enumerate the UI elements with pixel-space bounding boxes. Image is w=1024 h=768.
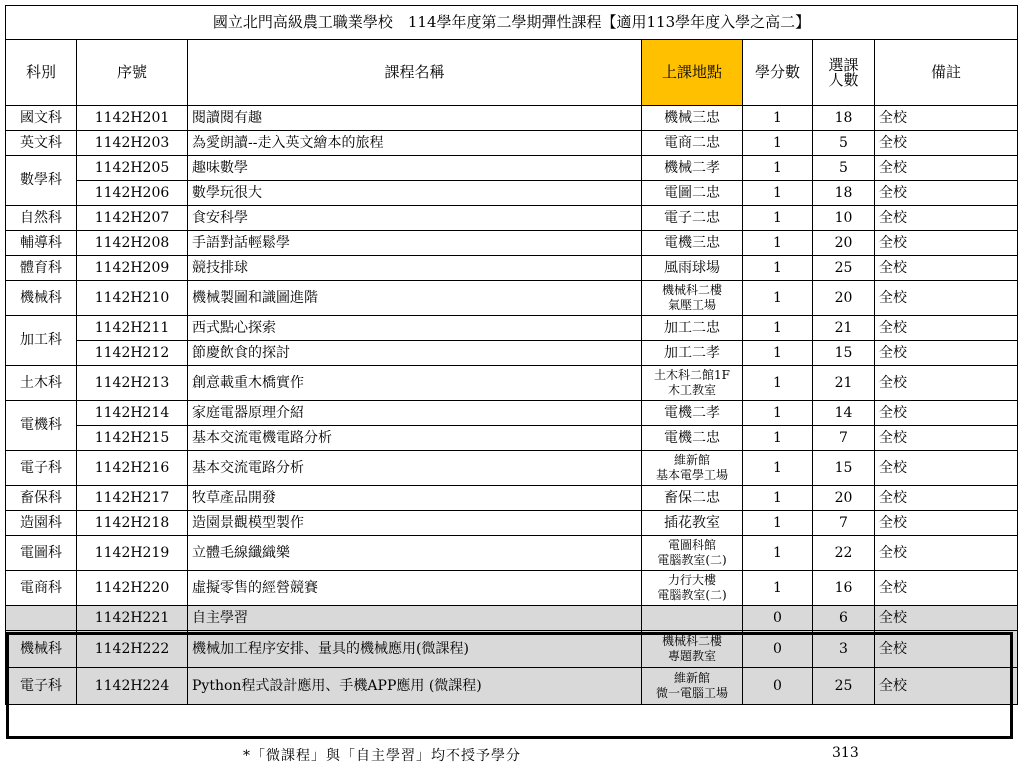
- enrollment-cell: 20: [813, 231, 875, 256]
- credits-cell: 1: [743, 486, 813, 511]
- credits-cell: 1: [743, 536, 813, 571]
- dept-cell: 畜保科: [6, 486, 77, 511]
- note-cell: 全校: [875, 316, 1018, 341]
- footnote: *「微課程」與「自主學習」均不授予學分: [243, 748, 521, 764]
- location-cell: [642, 366, 743, 401]
- enrollment-cell: 18: [813, 181, 875, 206]
- course-name: 競技排球: [188, 256, 642, 281]
- location-line: 電圖科館: [667, 538, 716, 552]
- note-cell: 全校: [875, 401, 1018, 426]
- note-cell: 全校: [875, 206, 1018, 231]
- course-name: 為愛朗讀--走入英文繪本的旅程: [188, 131, 642, 156]
- location-cell: [642, 451, 743, 486]
- dept-cell: 體育科: [6, 256, 77, 281]
- table-row: [6, 511, 1018, 536]
- credits-cell: 1: [743, 451, 813, 486]
- dept-cell: 電機科: [6, 401, 77, 451]
- note-cell: 全校: [875, 281, 1018, 316]
- enrollment-cell: 22: [813, 536, 875, 571]
- enrollment-cell: 21: [813, 316, 875, 341]
- course-name: 趣味數學: [188, 156, 642, 181]
- location-cell: [642, 106, 743, 131]
- course-code: 1142H208: [77, 231, 188, 256]
- table-row: [6, 156, 1018, 181]
- header-enrollment: [813, 40, 875, 106]
- credits-cell: 1: [743, 341, 813, 366]
- note-cell: 全校: [875, 571, 1018, 606]
- credits-cell: 1: [743, 156, 813, 181]
- course-name: 西式點心探索: [188, 316, 642, 341]
- course-code: 1142H221: [77, 606, 188, 631]
- dept-cell: 電商科: [6, 571, 77, 606]
- enrollment-cell: 15: [813, 341, 875, 366]
- course-code: 1142H213: [77, 366, 188, 401]
- location-line: 機械科二樓: [661, 283, 722, 297]
- course-name: 立體毛線纖織樂: [188, 536, 642, 571]
- header-note: 備註: [875, 40, 1018, 106]
- location-line: 基本電學工場: [655, 468, 728, 482]
- table-row: [6, 426, 1018, 451]
- note-cell: 全校: [875, 451, 1018, 486]
- course-code: 1142H214: [77, 401, 188, 426]
- course-name: 牧草產品開發: [188, 486, 642, 511]
- location-cell: [642, 281, 743, 316]
- location-line: 插花教室: [664, 514, 720, 531]
- note-cell: 全校: [875, 341, 1018, 366]
- course-name: 食安科學: [188, 206, 642, 231]
- course-code: 1142H211: [77, 316, 188, 341]
- credits-cell: 1: [743, 181, 813, 206]
- note-cell: 全校: [875, 606, 1018, 631]
- table-row: [6, 281, 1018, 316]
- course-name: 造園景觀模型製作: [188, 511, 642, 536]
- header-enrollment-line1: 選課: [828, 55, 859, 74]
- enrollment-cell: 18: [813, 106, 875, 131]
- location-cell: [642, 486, 743, 511]
- dept-cell: 電子科: [6, 451, 77, 486]
- location-line: 風雨球場: [664, 259, 720, 276]
- course-name: 家庭電器原理介紹: [188, 401, 642, 426]
- header-course-name: 課程名稱: [188, 40, 642, 106]
- location-line: 電機三忠: [664, 234, 720, 251]
- location-line: 電機二忠: [664, 429, 720, 446]
- note-cell: 全校: [875, 256, 1018, 281]
- table-row: [6, 256, 1018, 281]
- note-cell: 全校: [875, 366, 1018, 401]
- sheet-title: 國立北門高級農工職業學校 114學年度第二學期彈性課程【適用113學年度入學之高二】: [6, 6, 1018, 40]
- table-row: [6, 106, 1018, 131]
- credits-cell: 1: [743, 231, 813, 256]
- enrollment-total: 313: [832, 745, 859, 761]
- enrollment-cell: 15: [813, 451, 875, 486]
- course-code: 1142H209: [77, 256, 188, 281]
- location-cell: [642, 571, 743, 606]
- course-code: 1142H216: [77, 451, 188, 486]
- enrollment-cell: 20: [813, 486, 875, 511]
- course-name: 創意載重木橋實作: [188, 366, 642, 401]
- credits-cell: 1: [743, 256, 813, 281]
- enrollment-cell: 7: [813, 511, 875, 536]
- enrollment-cell: 7: [813, 426, 875, 451]
- location-line: 木工教室: [667, 383, 716, 397]
- location-line: 電圖二忠: [664, 184, 720, 201]
- dept-cell: 加工科: [6, 316, 77, 366]
- location-line: 電機二孝: [664, 404, 720, 421]
- dept-cell: 國文科: [6, 106, 77, 131]
- credits-cell: 0: [743, 631, 813, 668]
- credits-cell: 1: [743, 106, 813, 131]
- course-name: 節慶飲食的探討: [188, 341, 642, 366]
- enrollment-cell: 25: [813, 256, 875, 281]
- credits-cell: 1: [743, 366, 813, 401]
- location-cell: [642, 426, 743, 451]
- location-cell: [642, 156, 743, 181]
- header-location: 上課地點: [642, 40, 743, 106]
- location-cell: [642, 401, 743, 426]
- course-name: Python程式設計應用、手機APP應用 (微課程): [188, 668, 642, 705]
- enrollment-cell: 6: [813, 606, 875, 631]
- course-name: 機械加工程序安排、量具的機械應用(微課程): [188, 631, 642, 668]
- location-cell: [642, 536, 743, 571]
- dept-cell: 機械科: [6, 631, 77, 668]
- course-name: 數學玩很大: [188, 181, 642, 206]
- course-code: 1142H222: [77, 631, 188, 668]
- credits-cell: 1: [743, 401, 813, 426]
- note-cell: 全校: [875, 156, 1018, 181]
- course-code: 1142H219: [77, 536, 188, 571]
- enrollment-cell: 10: [813, 206, 875, 231]
- location-cell: [642, 606, 743, 631]
- location-cell: [642, 631, 743, 668]
- table-row: [6, 341, 1018, 366]
- note-cell: 全校: [875, 536, 1018, 571]
- course-code: 1142H224: [77, 668, 188, 705]
- location-cell: [642, 341, 743, 366]
- note-cell: 全校: [875, 106, 1018, 131]
- course-table: [5, 5, 1018, 705]
- header-credits: 學分數: [743, 40, 813, 106]
- location-cell: [642, 131, 743, 156]
- course-code: 1142H218: [77, 511, 188, 536]
- table-row: [6, 231, 1018, 256]
- credits-cell: 0: [743, 668, 813, 705]
- course-name: 閱讀閱有趣: [188, 106, 642, 131]
- table-row: [6, 486, 1018, 511]
- location-cell: [642, 231, 743, 256]
- location-line: 氣壓工場: [667, 298, 716, 312]
- location-line: 力行大樓: [667, 573, 716, 587]
- course-code: 1142H206: [77, 181, 188, 206]
- credits-cell: 1: [743, 281, 813, 316]
- credits-cell: 0: [743, 606, 813, 631]
- location-line: 電腦教室(二): [657, 553, 727, 567]
- enrollment-cell: 21: [813, 366, 875, 401]
- course-code: 1142H205: [77, 156, 188, 181]
- enrollment-cell: 16: [813, 571, 875, 606]
- course-code: 1142H220: [77, 571, 188, 606]
- location-line: 機械科二樓: [661, 634, 722, 648]
- course-code: 1142H215: [77, 426, 188, 451]
- course-code: 1142H203: [77, 131, 188, 156]
- table-row: [6, 131, 1018, 156]
- location-cell: [642, 181, 743, 206]
- header-code: 序號: [77, 40, 188, 106]
- dept-cell: 自然科: [6, 206, 77, 231]
- course-code: 1142H201: [77, 106, 188, 131]
- location-line: 電商二忠: [664, 134, 720, 151]
- table-row: [6, 401, 1018, 426]
- course-name: 自主學習: [188, 606, 642, 631]
- enrollment-cell: 25: [813, 668, 875, 705]
- location-line: 機械二孝: [664, 159, 720, 176]
- note-cell: 全校: [875, 131, 1018, 156]
- course-name: 虛擬零售的經營競賽: [188, 571, 642, 606]
- credits-cell: 1: [743, 511, 813, 536]
- table-row: [6, 181, 1018, 206]
- location-line: 加工二孝: [664, 344, 720, 361]
- credits-cell: 1: [743, 316, 813, 341]
- table-row: [6, 451, 1018, 486]
- dept-cell: 電子科: [6, 668, 77, 705]
- dept-cell: 造園科: [6, 511, 77, 536]
- course-name: 基本交流電機電路分析: [188, 426, 642, 451]
- dept-cell: 輔導科: [6, 231, 77, 256]
- credits-cell: 1: [743, 571, 813, 606]
- table-row: [6, 206, 1018, 231]
- location-line: 機械三忠: [664, 109, 720, 126]
- location-line: 畜保二忠: [664, 489, 720, 506]
- location-line: 維新館: [673, 453, 710, 467]
- header-dept: 科別: [6, 40, 77, 106]
- header-enrollment-line2: 人數: [828, 70, 859, 89]
- table-row: [6, 631, 1018, 668]
- dept-cell: 電圖科: [6, 536, 77, 571]
- location-line: 土木科二館1F: [654, 368, 730, 382]
- dept-cell: 機械科: [6, 281, 77, 316]
- table-row: [6, 571, 1018, 606]
- table-row: [6, 668, 1018, 705]
- note-cell: 全校: [875, 426, 1018, 451]
- dept-cell: 數學科: [6, 156, 77, 206]
- note-cell: 全校: [875, 231, 1018, 256]
- note-cell: 全校: [875, 181, 1018, 206]
- table-row: [6, 606, 1018, 631]
- header-row: [6, 40, 1018, 106]
- dept-cell: 土木科: [6, 366, 77, 401]
- enrollment-cell: 14: [813, 401, 875, 426]
- course-name: 基本交流電路分析: [188, 451, 642, 486]
- location-line: 加工二忠: [664, 319, 720, 336]
- dept-cell: 英文科: [6, 131, 77, 156]
- course-sheet: [5, 5, 1018, 705]
- enrollment-cell: 20: [813, 281, 875, 316]
- course-name: 手語對話輕鬆學: [188, 231, 642, 256]
- location-cell: [642, 668, 743, 705]
- note-cell: 全校: [875, 486, 1018, 511]
- location-cell: [642, 316, 743, 341]
- table-row: [6, 536, 1018, 571]
- credits-cell: 1: [743, 131, 813, 156]
- location-cell: [642, 256, 743, 281]
- course-name: 機械製圖和識圖進階: [188, 281, 642, 316]
- credits-cell: 1: [743, 206, 813, 231]
- enrollment-cell: 5: [813, 156, 875, 181]
- dept-cell: [6, 606, 77, 631]
- credits-cell: 1: [743, 426, 813, 451]
- location-line: 維新館: [673, 671, 710, 685]
- note-cell: 全校: [875, 631, 1018, 668]
- table-row: [6, 316, 1018, 341]
- location-cell: [642, 206, 743, 231]
- location-cell: [642, 511, 743, 536]
- course-code: 1142H207: [77, 206, 188, 231]
- enrollment-cell: 5: [813, 131, 875, 156]
- location-line: 微一電腦工場: [655, 686, 728, 700]
- note-cell: 全校: [875, 511, 1018, 536]
- course-code: 1142H217: [77, 486, 188, 511]
- table-row: [6, 366, 1018, 401]
- location-line: 電腦教室(二): [657, 588, 727, 602]
- course-code: 1142H210: [77, 281, 188, 316]
- enrollment-cell: 3: [813, 631, 875, 668]
- location-line: 電子二忠: [664, 209, 720, 226]
- course-code: 1142H212: [77, 341, 188, 366]
- note-cell: 全校: [875, 668, 1018, 705]
- location-line: 專題教室: [667, 649, 716, 663]
